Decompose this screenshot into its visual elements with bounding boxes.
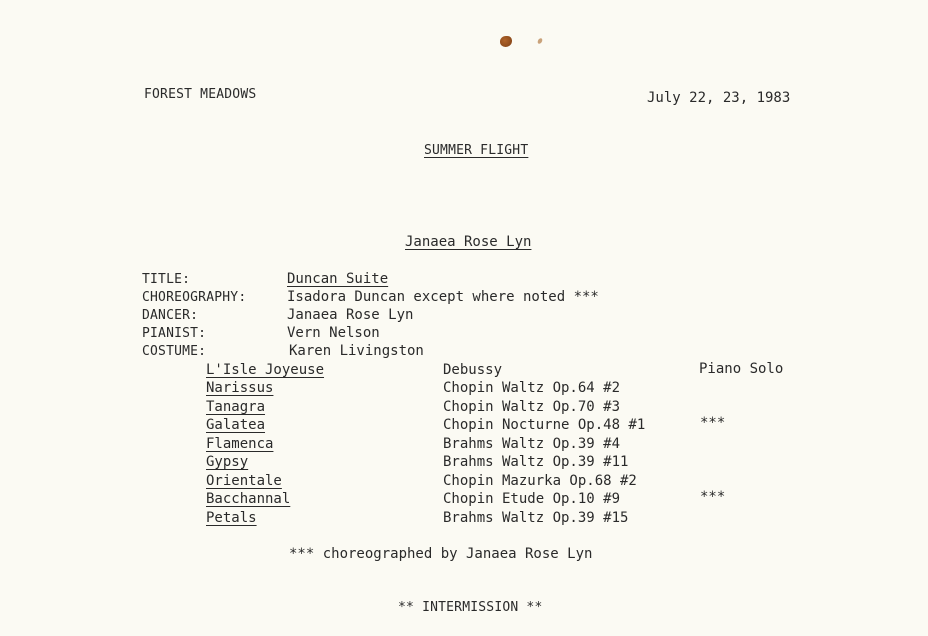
piece-music: Chopin Waltz Op.70 #3 [443, 399, 621, 415]
program-title: SUMMER FLIGHT [424, 143, 529, 158]
piece-note: *** [700, 489, 726, 505]
piece-title: Narissus [206, 380, 274, 396]
coffee-stain [500, 36, 512, 47]
credit-value-choreography: Isadora Duncan except where noted *** [287, 289, 599, 305]
piece-music: Brahms Waltz Op.39 #15 [443, 510, 629, 526]
footnote: *** choreographed by Janaea Rose Lyn [289, 546, 593, 562]
credit-value-pianist: Vern Nelson [287, 325, 380, 341]
piece-music: Brahms Waltz Op.39 #4 [443, 436, 621, 452]
piece-music: Debussy [443, 362, 503, 378]
credit-label-pianist: PIANIST: [142, 326, 207, 341]
paper-fleck [537, 37, 543, 44]
performer-heading: Janaea Rose Lyn [405, 234, 532, 250]
credit-label-dancer: DANCER: [142, 308, 199, 323]
piece-note: Piano Solo [699, 361, 784, 377]
piece-music: Brahms Waltz Op.39 #11 [443, 454, 629, 470]
piece-music: Chopin Nocturne Op.48 #1 [443, 417, 646, 433]
credit-label-costume: COSTUME: [142, 344, 207, 359]
piece-title: Tanagra [206, 399, 266, 415]
credit-value-title: Duncan Suite [287, 271, 389, 287]
piece-title: Orientale [206, 473, 282, 489]
venue: FOREST MEADOWS [144, 87, 257, 102]
performance-dates: July 22, 23, 1983 [647, 90, 791, 106]
piece-title: Petals [206, 510, 257, 526]
piece-title: Bacchannal [206, 491, 291, 507]
piece-title: L'Isle Joyeuse [206, 362, 325, 378]
piece-title: Flamenca [206, 436, 274, 452]
piece-music: Chopin Mazurka Op.68 #2 [443, 473, 637, 489]
piece-title: Gypsy [206, 454, 249, 470]
intermission: ** INTERMISSION ** [398, 600, 543, 615]
credit-label-title: TITLE: [142, 272, 191, 287]
piece-title: Galatea [206, 417, 266, 433]
piece-note: *** [700, 415, 726, 431]
credit-value-dancer: Janaea Rose Lyn [287, 307, 414, 323]
credit-value-costume: Karen Livingston [289, 343, 424, 359]
piece-music: Chopin Etude Op.10 #9 [443, 491, 621, 507]
piece-music: Chopin Waltz Op.64 #2 [443, 380, 621, 396]
credit-label-choreography: CHOREOGRAPHY: [142, 290, 247, 305]
